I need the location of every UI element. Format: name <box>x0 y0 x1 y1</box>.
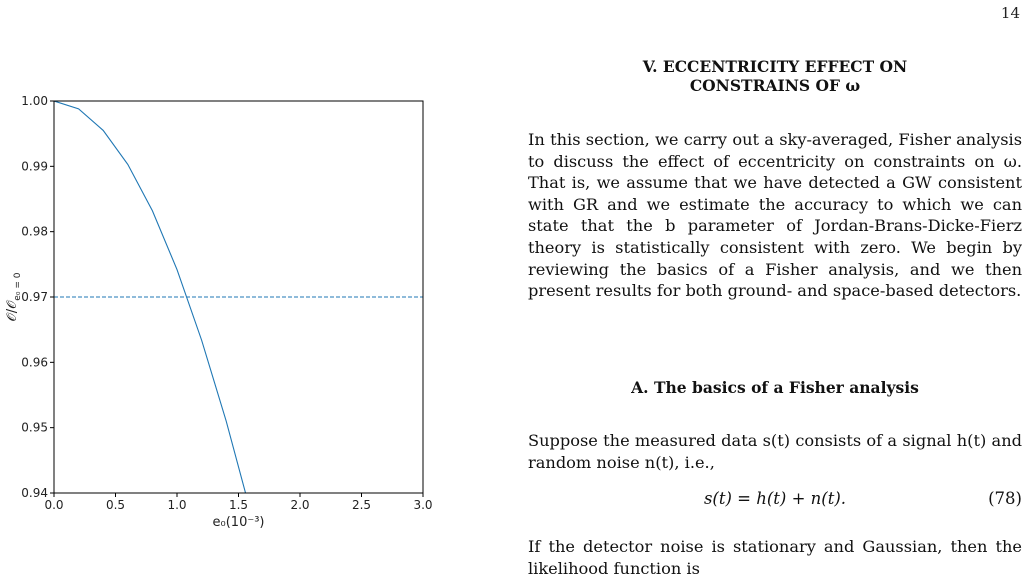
equation-body: s(t) = h(t) + n(t). <box>703 489 847 508</box>
x-tick-label: 0.5 <box>105 498 126 512</box>
y-tick-label: 0.96 <box>21 355 48 370</box>
y-axis-label-sub: e₀ = 0 <box>13 272 23 301</box>
section-title <box>528 57 1022 95</box>
subsection-title: A. The basics of a Fisher analysis <box>631 378 919 397</box>
page-number: 14 <box>1000 4 1020 22</box>
equation-78 <box>528 489 1022 513</box>
eccentricity-ratio-figure <box>0 0 500 569</box>
x-tick-label: 2.0 <box>290 498 310 512</box>
y-tick-label: 1.00 <box>21 94 48 108</box>
line-chart <box>0 0 500 569</box>
likelihood-paragraph: If the detector noise is stationary and Gaussian, then the likelihood function is <box>528 537 1022 578</box>
y-tick-label: 0.97 <box>21 290 48 304</box>
subsection-paragraph: Suppose the measured data s(t) consists of a signal h(t) and random noise n(t), i.e., <box>528 431 1022 472</box>
section-title-line2: CONSTRAINS OF ω <box>689 76 861 95</box>
section-title-line1: V. ECCENTRICITY EFFECT ON <box>642 57 908 76</box>
equation-number: (78) <box>988 489 1022 508</box>
y-tick-label: 0.94 <box>21 486 48 500</box>
y-axis-label-main: 𝒪/𝒪 <box>5 300 20 322</box>
section-intro-paragraph: In this section, we carry out a sky-averaged, Fisher analysis to discuss the effect of eccentricity on constraints on ω. That is, we assume that we have detected a GW consistent with GR and we estimate the accuracy to which we can state that the b parameter of Jordan-Brans-Dicke-Fierz theory is statistically consistent with zero. We begin by reviewing the basics of a Fisher analysis, and we then present results for both ground- and space-based detectors. <box>528 130 1022 301</box>
x-tick-label: 3.0 <box>413 498 433 512</box>
x-tick-label: 0.0 <box>44 498 64 512</box>
x-tick-label: 1.5 <box>228 498 249 512</box>
y-axis-label <box>5 272 23 321</box>
y-tick-label: 0.98 <box>21 224 48 239</box>
x-tick-label: 1.0 <box>167 498 187 512</box>
y-tick-label: 0.99 <box>21 159 48 174</box>
x-axis-label: e₀(10⁻³) <box>212 515 265 530</box>
y-tick-label: 0.95 <box>21 420 48 435</box>
x-tick-label: 2.5 <box>351 498 372 512</box>
